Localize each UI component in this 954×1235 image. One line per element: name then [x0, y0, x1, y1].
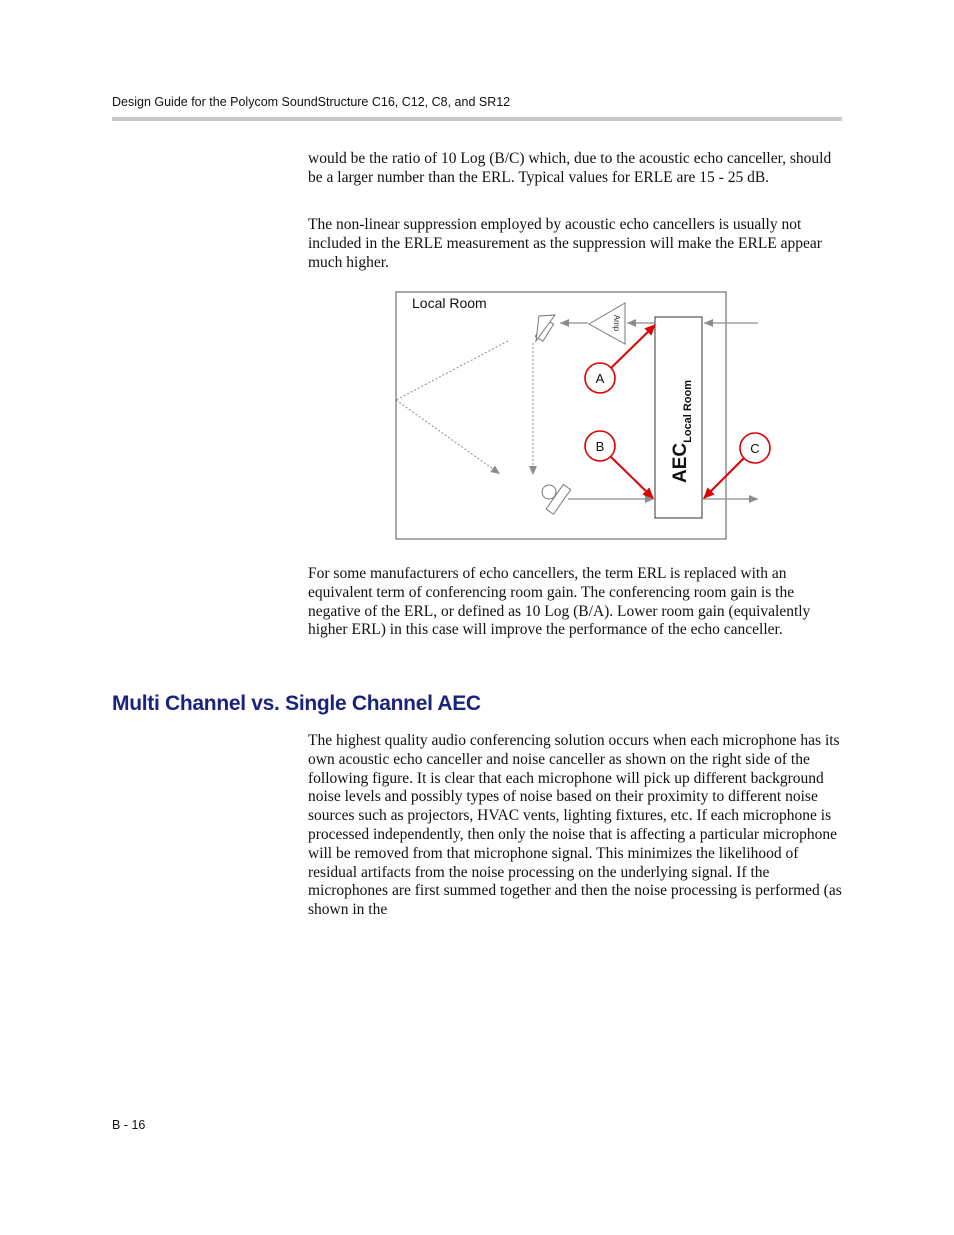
room-label: Local Room [412, 295, 487, 311]
echo-path-reflect-out [396, 400, 500, 474]
point-a-label: A [595, 371, 605, 386]
aec-diagram [390, 288, 780, 544]
paragraph-erle-ratio: would be the ratio of 10 Log (B/C) which, due to the acoustic echo canceller, should be a larger number than the ERL. Typical values for ERLE are 15 - 25 dB. [308, 150, 832, 186]
measurement-point-c [704, 433, 770, 498]
paragraph-room-gain: For some manufacturers of echo cancellers, the term ERL is replaced with an equivalent term of conferencing room gain. The conferencing room gain is the negative of the ERL, or defined as 10 Log (B/A). Lower room gain (equivalently higher ERL) in this case will improve the performance of the echo canceller. [308, 565, 811, 639]
running-header: Design Guide for the Polycom SoundStructure C16, C12, C8, and SR12 [112, 95, 511, 109]
header-rule [112, 117, 842, 121]
amplifier-icon [589, 303, 625, 344]
echo-path-reflect-in [396, 341, 508, 400]
point-c-label: C [750, 441, 760, 456]
amp-label: Amp [612, 314, 621, 332]
page-number: B - 16 [112, 1118, 146, 1132]
microphone-icon [542, 484, 571, 514]
point-b-label: B [595, 439, 605, 454]
section-heading: Multi Channel vs. Single Channel AEC [112, 692, 481, 715]
paragraph-multi-channel: The highest quality audio conferencing solution occurs when each microphone has its own acoustic echo canceller and noise canceller as shown on the right side of the following figure. It is clear that each microphone will pick up different background noise levels and possibly types of noise based on their proximity to different noise sources such as projectors, HVAC vents, lighting fixtures, etc. If each microphone is processed independently, then only the noise that is affecting a particular microphone will be removed from that microphone signal. This minimizes the likelihood of residual artifacts from the noise processing on the underlying signal. If the microphones are first summed together and then the noise processing is performed (as shown in the [308, 732, 842, 919]
measurement-point-b [585, 431, 653, 498]
aec-local-room-figure [390, 288, 780, 544]
aec-block-label: $AEC_{Local Room}$ [670, 379, 694, 483]
aec-block [655, 317, 702, 518]
paragraph-nonlinear-suppression: The non-linear suppression employed by acoustic echo cancellers is usually not included in the ERLE measurement as the suppression will make the ERLE appear much higher. [308, 216, 822, 271]
loudspeaker-icon [535, 315, 555, 341]
